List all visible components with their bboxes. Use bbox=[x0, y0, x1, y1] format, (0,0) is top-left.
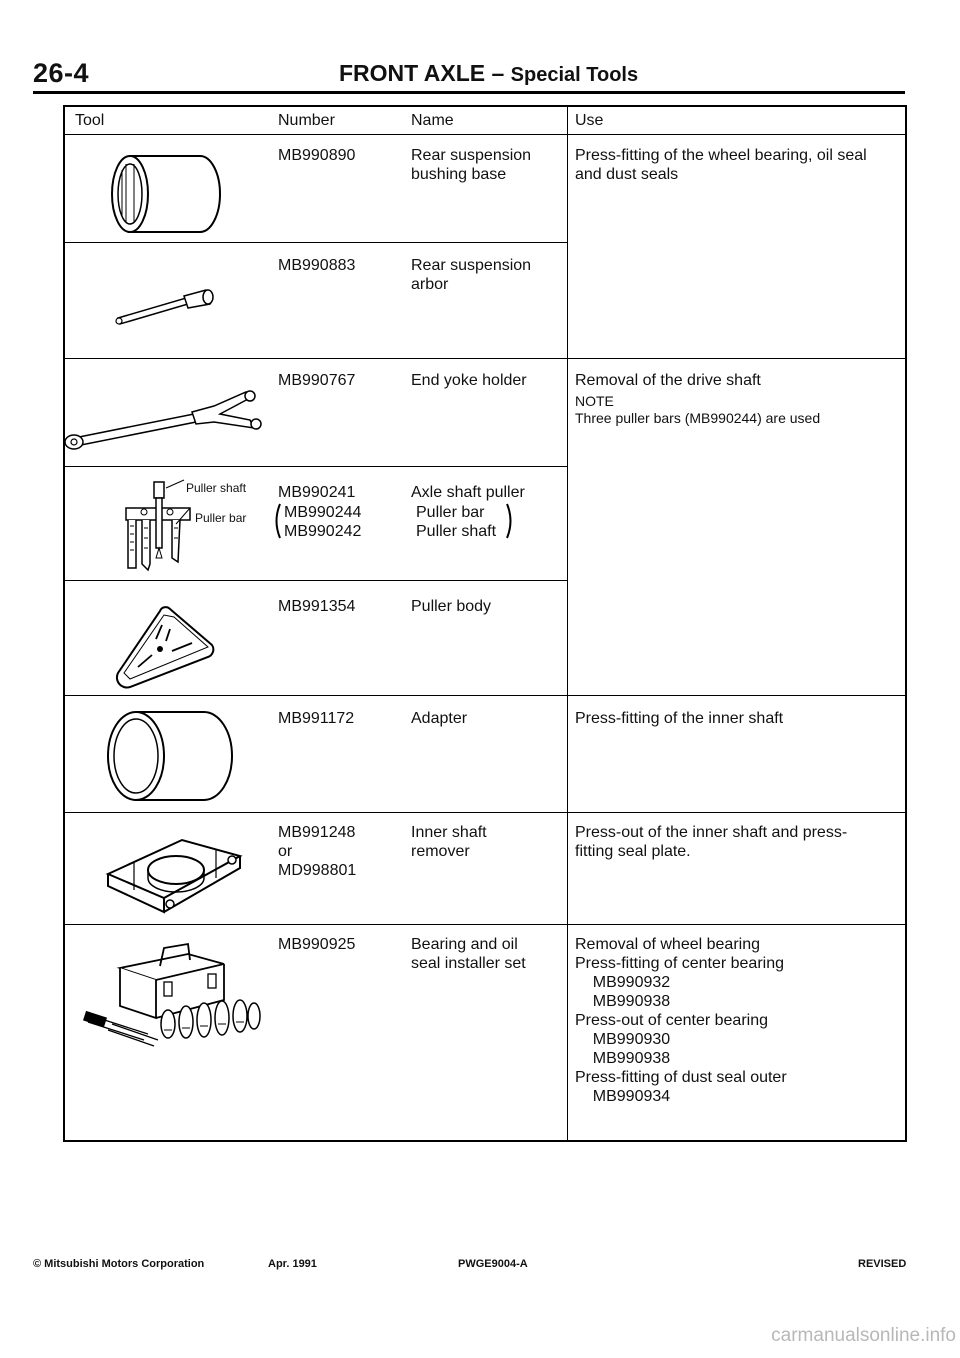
note-label: NOTE bbox=[575, 393, 614, 409]
bushing-base-illustration bbox=[108, 150, 238, 240]
row-divider bbox=[63, 580, 568, 581]
header-number: Number bbox=[278, 112, 335, 129]
bracket-icon bbox=[505, 502, 515, 540]
tool-number: MB990241 bbox=[278, 484, 356, 501]
header-tool: Tool bbox=[75, 112, 105, 129]
footer-date: Apr. 1991 bbox=[268, 1258, 317, 1270]
page-number: 26-4 bbox=[33, 58, 90, 88]
use-text: Press-out of the inner shaft and press- fitting seal plate. bbox=[575, 824, 848, 860]
use-text: Press-fitting of the wheel bearing, oil seal and dust seals bbox=[575, 147, 867, 183]
callout-puller-bar: Puller bar bbox=[195, 511, 247, 525]
row-divider bbox=[63, 695, 907, 696]
installer-set-illustration bbox=[84, 930, 264, 1050]
tool-number: MB991248 or MD998801 bbox=[278, 824, 357, 879]
bracket-icon bbox=[272, 502, 282, 540]
callout-puller-shaft: Puller shaft bbox=[186, 481, 247, 495]
tool-number: MB990925 bbox=[278, 936, 356, 953]
watermark: carmanualsonline.info bbox=[771, 1325, 956, 1346]
arbor-illustration bbox=[114, 284, 224, 326]
adapter-illustration bbox=[100, 706, 250, 806]
tool-name: Bearing and oil seal installer set bbox=[411, 936, 526, 972]
title-dash: – bbox=[485, 60, 511, 86]
note-text: Three puller bars (MB990244) are used bbox=[575, 410, 821, 426]
tool-name: Axle shaft puller bbox=[411, 484, 525, 501]
puller-body-illustration bbox=[112, 605, 222, 691]
use-text: Removal of wheel bearing Press-fitting of center bearing MB990932 MB990938 Press-out of center bearing MB990930 MB990938 Press-fitting of dust seal outer MB990934 bbox=[575, 936, 787, 1105]
use-text: Removal of the drive shaft bbox=[575, 372, 761, 389]
row-divider bbox=[63, 924, 907, 925]
row-divider bbox=[63, 242, 568, 243]
tool-name: Puller body bbox=[411, 598, 492, 615]
end-yoke-holder-illustration bbox=[64, 386, 274, 458]
tool-number: MB991172 bbox=[278, 710, 355, 727]
page-title bbox=[339, 60, 638, 87]
tool-number: MB990890 bbox=[278, 147, 356, 164]
header-use: Use bbox=[575, 112, 604, 129]
sub-names: Puller bar Puller shaft bbox=[416, 504, 497, 540]
tool-number: MB991354 bbox=[278, 598, 356, 615]
title-sub: Special Tools bbox=[510, 64, 639, 86]
footer-code: PWGE9004-A bbox=[458, 1258, 528, 1270]
page-header bbox=[33, 58, 905, 92]
use-text: Press-fitting of the inner shaft bbox=[575, 710, 784, 727]
tool-name: Rear suspension bushing base bbox=[411, 147, 532, 183]
row-divider bbox=[63, 466, 568, 467]
column-divider bbox=[567, 105, 568, 1142]
inner-shaft-remover-illustration bbox=[104, 828, 246, 914]
title-main: FRONT AXLE bbox=[339, 60, 486, 86]
row-divider bbox=[63, 134, 907, 135]
tool-number: MB990883 bbox=[278, 257, 356, 274]
tool-name: Inner shaft remover bbox=[411, 824, 487, 860]
sub-numbers: MB990244 MB990242 bbox=[284, 504, 362, 540]
tool-number: MB990767 bbox=[278, 372, 356, 389]
row-divider bbox=[63, 812, 907, 813]
row-divider bbox=[63, 358, 907, 359]
header-rule bbox=[33, 91, 905, 94]
tool-name: End yoke holder bbox=[411, 372, 527, 389]
tool-name: Rear suspension arbor bbox=[411, 257, 532, 293]
footer-copyright: © Mitsubishi Motors Corporation bbox=[33, 1258, 205, 1270]
header-name: Name bbox=[411, 112, 454, 129]
tool-name: Adapter bbox=[411, 710, 468, 727]
footer-status: REVISED bbox=[858, 1258, 907, 1270]
